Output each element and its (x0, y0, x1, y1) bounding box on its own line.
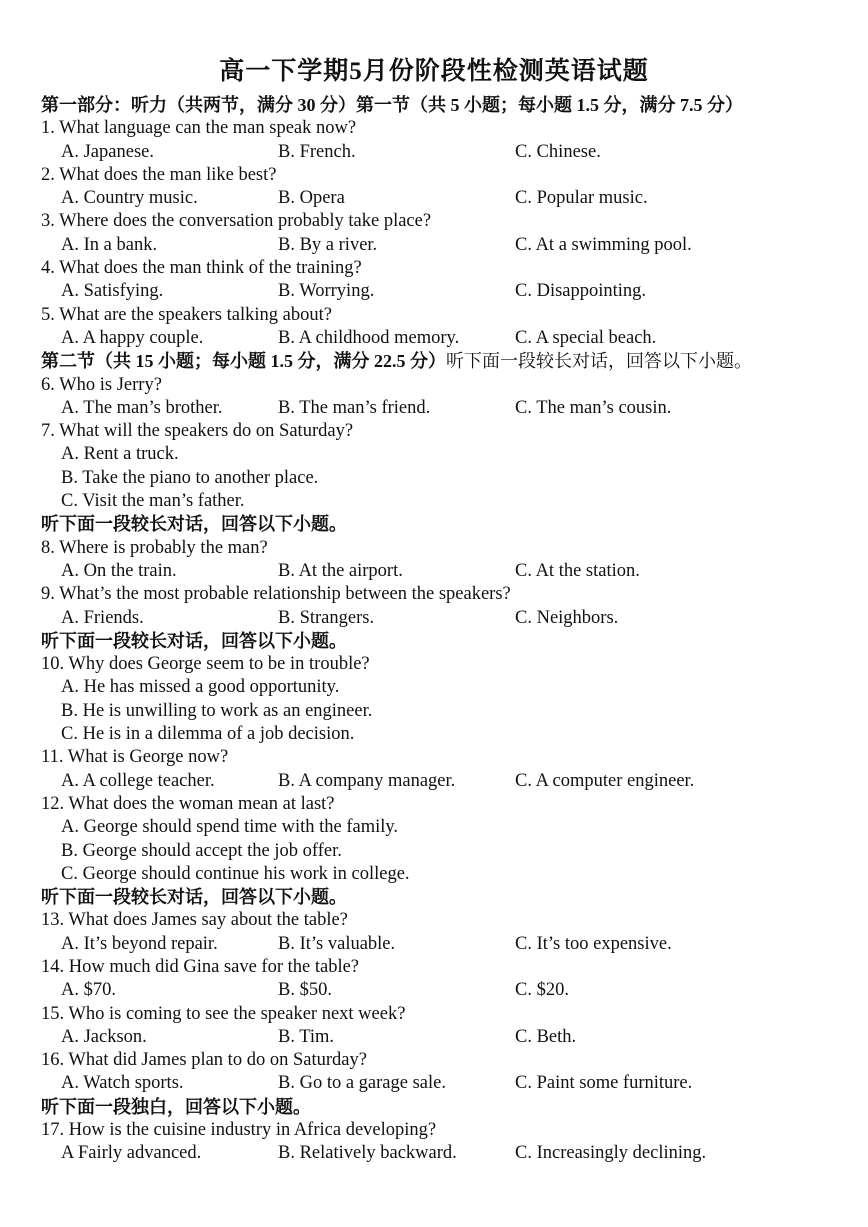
section-heading (41, 886, 841, 909)
question-stem: 13. What does James say about the table? (41, 910, 348, 931)
answer-options-row (41, 933, 841, 956)
section-heading (41, 94, 841, 117)
answer-option: A. Rent a truck. (61, 444, 179, 465)
answer-option: A. He has missed a good opportunity. (61, 677, 340, 698)
answer-option-b: B. A childhood memory. (278, 327, 460, 348)
question-stem: 12. What does the woman mean at last? (41, 793, 335, 814)
question-stem: 2. What does the man like best? (41, 164, 277, 185)
section-heading (41, 513, 841, 536)
answer-option-b: B. Worrying. (278, 281, 375, 302)
answer-options-row (41, 770, 841, 793)
answer-option-a: A. On the train. (61, 560, 177, 581)
answer-option-b: B. By a river. (278, 234, 378, 255)
answer-option-b: B. Tim. (278, 1026, 335, 1047)
question-stem: 1. What language can the man speak now? (41, 118, 357, 139)
question-stem: 4. What does the man think of the training? (41, 258, 362, 279)
answer-option-a: A. Watch sports. (61, 1073, 184, 1094)
answer-option-a: A. Friends. (61, 607, 144, 628)
answer-option-b: B. French. (278, 141, 356, 162)
answer-option-b: B. The man’s friend. (278, 397, 431, 418)
answer-option-c: C. $20. (515, 980, 569, 1001)
answer-option-a: A. The man’s brother. (61, 397, 223, 418)
answer-option-b: B. It’s valuable. (278, 933, 396, 954)
question-stem: 10. Why does George seem to be in trouble? (41, 654, 370, 675)
answer-option-b: B. A company manager. (278, 770, 456, 791)
section-heading-text: 第二节（共 15 小题；每小题 1.5 分，满分 22.5 分） (41, 351, 446, 372)
answer-option-a: A. Country music. (61, 188, 198, 209)
question-list (41, 94, 841, 1166)
answer-option-a: A Fairly advanced. (61, 1143, 202, 1164)
answer-option-c: C. At the station. (515, 560, 640, 581)
answer-option-b: B. Opera (278, 188, 345, 209)
answer-option: B. George should accept the job offer. (61, 840, 342, 861)
section-heading (41, 350, 841, 373)
answer-option-a: A. It’s beyond repair. (61, 933, 218, 954)
answer-option-c: C. Beth. (515, 1026, 577, 1047)
answer-options-row (41, 141, 841, 164)
answer-option-c: C. Disappointing. (515, 281, 647, 302)
answer-option: C. George should continue his work in college. (61, 863, 410, 884)
answer-option-c: C. It’s too expensive. (515, 933, 672, 954)
answer-option-c: C. A computer engineer. (515, 770, 695, 791)
answer-option-c: C. At a swimming pool. (515, 234, 692, 255)
question-stem: 3. Where does the conversation probably take place? (41, 211, 432, 232)
section-heading-text: 听下面一段较长对话，回答以下小题。 (41, 887, 347, 908)
section-heading-text: 听下面一段较长对话，回答以下小题。 (41, 514, 347, 535)
answer-option-a: A. Japanese. (61, 141, 154, 162)
section-instruction: 听下面一段较长对话，回答以下小题。 (446, 351, 752, 372)
question-stem: 14. How much did Gina save for the table? (41, 956, 360, 977)
answer-option-b: B. Relatively backward. (278, 1143, 457, 1164)
section-heading-text: 第一部分：听力（共两节，满分 30 分）第一节（共 5 小题；每小题 1.5 分，满分 7.5 分） (41, 95, 743, 115)
section-heading-text: 听下面一段较长对话，回答以下小题。 (41, 630, 347, 651)
answer-option-a: A. A college teacher. (61, 770, 215, 791)
answer-option-c: C. The man’s cousin. (515, 397, 672, 418)
answer-option: C. Visit the man’s father. (61, 491, 245, 512)
answer-options-row (41, 234, 841, 257)
answer-option-a: A. In a bank. (61, 234, 158, 255)
answer-option-a: A. A happy couple. (61, 327, 204, 348)
answer-option-b: B. $50. (278, 980, 332, 1001)
question-stem: 17. How is the cuisine industry in Africa developing? (41, 1120, 437, 1141)
question-stem: 5. What are the speakers talking about? (41, 304, 332, 325)
answer-option-a: A. Jackson. (61, 1026, 147, 1047)
page-title: 高一下学期5月份阶段性检测英语试题 (219, 58, 649, 85)
question-stem: 9. What’s the most probable relationship between the speakers? (41, 584, 511, 605)
answer-option-a: A. $70. (61, 980, 116, 1001)
answer-options-row (41, 607, 841, 630)
answer-options-row (41, 327, 841, 350)
answer-option-c: C. Chinese. (515, 141, 601, 162)
answer-options-row (41, 560, 841, 583)
answer-option-b: B. Strangers. (278, 607, 375, 628)
question-stem: 8. Where is probably the man? (41, 537, 268, 558)
question-stem: 11. What is George now? (41, 747, 229, 768)
answer-option-c: C. Paint some furniture. (515, 1073, 693, 1094)
answer-option: B. He is unwilling to work as an engineer. (61, 700, 373, 721)
answer-options-row (41, 1072, 841, 1095)
answer-option: B. Take the piano to another place. (61, 467, 319, 488)
answer-options-row (41, 280, 841, 303)
answer-option-b: B. At the airport. (278, 560, 403, 581)
section-heading-text: 听下面一段独白，回答以下小题。 (41, 1096, 311, 1117)
question-stem: 16. What did James plan to do on Saturday? (41, 1050, 367, 1071)
answer-option-c: C. Neighbors. (515, 607, 619, 628)
answer-options-row (41, 979, 841, 1002)
question-stem: 15. Who is coming to see the speaker next week? (41, 1003, 406, 1024)
answer-option-c: C. A special beach. (515, 327, 657, 348)
answer-options-row (41, 1026, 841, 1049)
answer-option: A. George should spend time with the family. (61, 817, 399, 838)
section-heading (41, 630, 841, 653)
answer-options-row (41, 1142, 841, 1165)
question-stem: 6. Who is Jerry? (41, 374, 162, 395)
answer-options-row (41, 187, 841, 210)
answer-option-c: C. Increasingly declining. (515, 1143, 707, 1164)
question-stem: 7. What will the speakers do on Saturday? (41, 421, 354, 442)
answer-option-b: B. Go to a garage sale. (278, 1073, 446, 1094)
answer-option-a: A. Satisfying. (61, 281, 164, 302)
section-heading (41, 1096, 841, 1119)
answer-options-row (41, 397, 841, 420)
answer-option: C. He is in a dilemma of a job decision. (61, 724, 355, 745)
answer-option-c: C. Popular music. (515, 188, 648, 209)
